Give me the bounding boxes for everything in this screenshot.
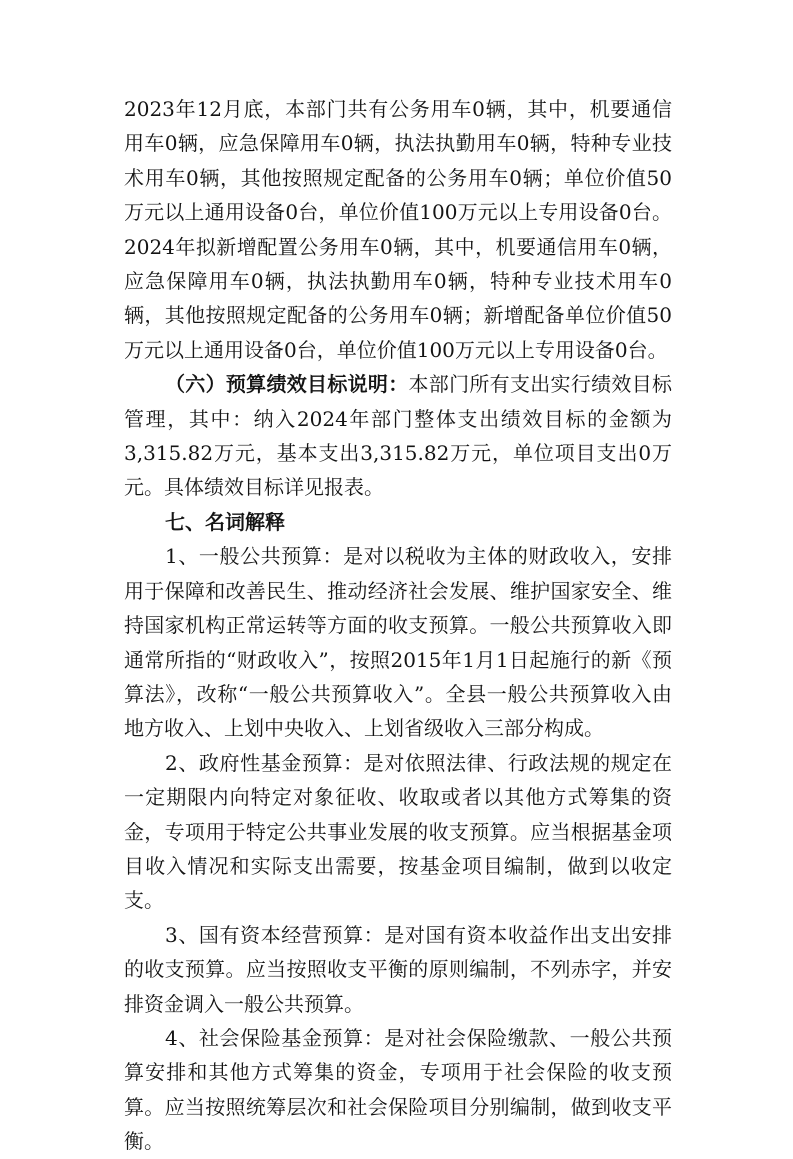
performance-body: 本部门所有支出实行绩效目标管理，其中：纳入2024年部门整体支出绩效目标的金额为3,315.82万元，基本支出3,315.82万元，单位项目支出0万元。具体绩效目标详见报表。: [124, 372, 672, 500]
term-general-budget: 1、一般公共预算：是对以税收为主体的财政收入，安排用于保障和改善民生、推动经济社会发展、维护国家安全、维持国家机构正常运转等方面的收支预算。一般公共预算收入即通常所指的“财政收入”，按照2015年1月1日起施行的新《预算法》，改称“一般公共预算收入”。全县一般公共预算收入由地方收入、上划中央收入、上划省级收入三部分构成。: [124, 544, 672, 741]
term-government-fund-budget: 2、政府性基金预算：是对依照法律、行政法规的规定在一定期限内向特定对象征收、收取或者以其他方式筹集的资金，专项用于特定公共事业发展的收支预算。应当根据基金项目收入情况和实际支出需要，按基金项目编制，做到以收定支。: [124, 750, 672, 913]
document-body: [124, 92, 672, 1159]
term-state-capital-budget: 3、国有资本经营预算：是对国有资本收益作出支出安排的收支预算。应当按照收支平衡的原则编制，不列赤字，并安排资金调入一般公共预算。: [124, 922, 672, 1016]
performance-heading: （六）预算绩效目标说明：: [165, 372, 409, 397]
term-social-insurance-budget: 4、社会保险基金预算：是对社会保险缴款、一般公共预算安排和其他方式筹集的资金，专项用于社会保险的收支预算。应当按照统筹层次和社会保险项目分别编制，做到收支平衡。: [124, 1025, 672, 1154]
performance-paragraph: [124, 367, 672, 505]
vehicles-paragraph: 2023年12月底，本部门共有公务用车0辆，其中，机要通信用车0辆，应急保障用车0辆，执法执勤用车0辆，特种专业技术用车0辆，其他按照规定配备的公务用车0辆；单位价值50万元以上通用设备0台，单位价值100万元以上专用设备0台。2024年拟新增配置公务用车0辆，其中，机要通信用车0辆，应急保障用车0辆，执法执勤用车0辆，特种专业技术用车0辆，其他按照规定配备的公务用车0辆；新增配备单位价值50万元以上通用设备0台，单位价值100万元以上专用设备0台。: [124, 97, 672, 362]
section-heading: 七、名词解释: [165, 509, 285, 534]
